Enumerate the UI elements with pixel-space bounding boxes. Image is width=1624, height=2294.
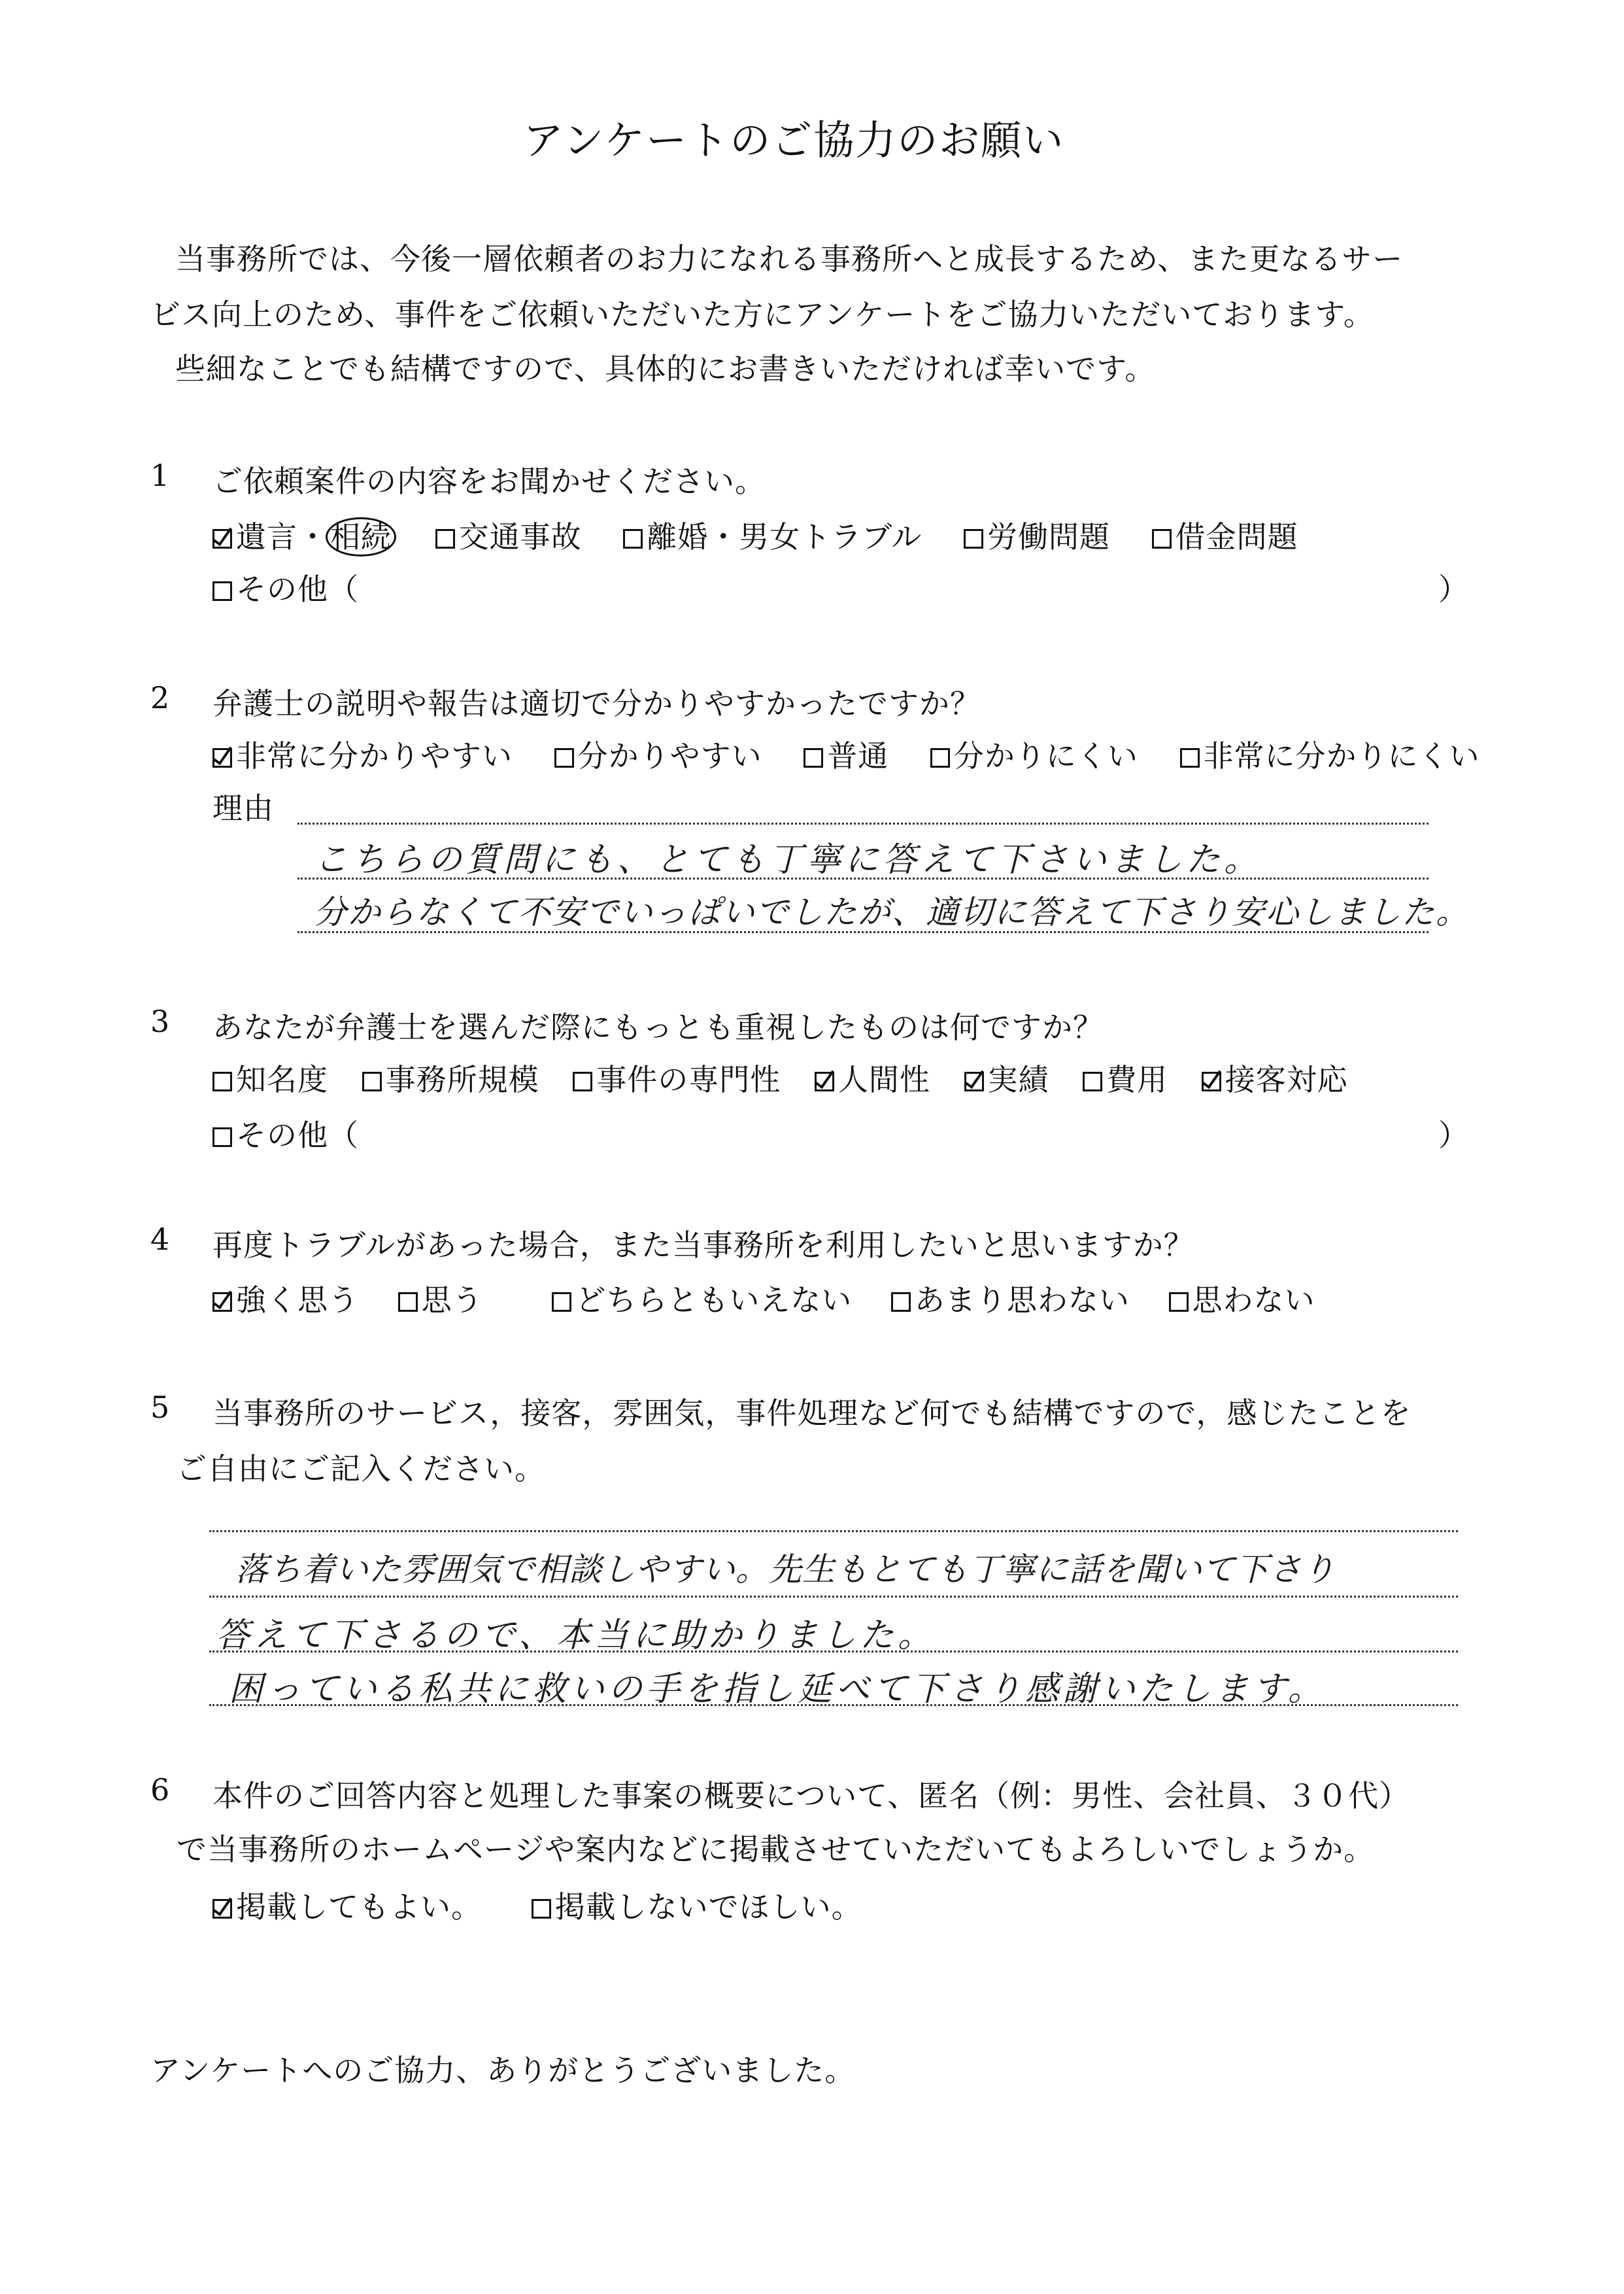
q2-option-label: 非常に分かりやすい xyxy=(236,738,513,774)
q2-answer-line-1: こちらの質問にも、とても丁寧に答えて下さいました。 xyxy=(314,840,1262,880)
q5-answer-text-2: 答えて下さるので、本当に助かりました。 xyxy=(216,1616,936,1655)
q3-option-label: 接客対応 xyxy=(1225,1062,1348,1097)
question-5-text-line-1: 当事務所のサービス，接客，雰囲気，事件処理など何でも結構ですので，感じたことを xyxy=(212,1395,1412,1431)
question-2-options xyxy=(212,732,1512,776)
checkbox-icon[interactable] xyxy=(398,1292,418,1312)
checkbox-icon[interactable] xyxy=(532,1899,551,1919)
q1-other-close-paren: ） xyxy=(1438,572,1469,607)
q3-option-expertise[interactable] xyxy=(573,1056,781,1099)
question-3-options xyxy=(212,1056,1348,1099)
q3-option-record[interactable] xyxy=(964,1056,1049,1099)
checkbox-checked-icon[interactable] xyxy=(212,1292,232,1312)
question-4-number: 4 xyxy=(150,1222,170,1257)
checkbox-icon[interactable] xyxy=(1083,1072,1102,1091)
q1-option-debt[interactable] xyxy=(1152,513,1298,556)
q1-option-label: 借金問題 xyxy=(1175,519,1298,555)
checkbox-icon[interactable] xyxy=(212,1072,232,1091)
q3-option-fame[interactable] xyxy=(212,1056,328,1099)
question-5-number: 5 xyxy=(150,1390,170,1425)
q2-option-label: 分かりにくい xyxy=(953,738,1138,774)
q5-answer-line-4 xyxy=(209,1704,1458,1706)
q4-option-label: どちらともいえない xyxy=(575,1282,853,1318)
q1-option-will-label: 遺言・ xyxy=(236,519,328,555)
question-4-text: 再度トラブルがあった場合，また当事務所を利用したいと思いますか？ xyxy=(212,1227,1194,1263)
checkbox-checked-icon[interactable] xyxy=(212,748,232,768)
q4-option-label: 強く思う xyxy=(236,1282,359,1318)
q1-option-label: 労働問題 xyxy=(987,519,1111,555)
q2-option-unclear[interactable] xyxy=(930,732,1138,776)
q3-option-label: 費用 xyxy=(1106,1062,1168,1097)
q2-option-clear[interactable] xyxy=(554,732,762,776)
question-1-number: 1 xyxy=(150,458,170,493)
q4-option-not-much[interactable] xyxy=(891,1276,1130,1320)
q2-reason-line-1 xyxy=(297,823,1429,825)
checkbox-icon[interactable] xyxy=(930,748,950,768)
checkbox-icon[interactable] xyxy=(554,748,574,768)
q6-option-allow[interactable] xyxy=(212,1883,482,1926)
question-2-text: 弁護士の説明や報告は適切で分かりやすかったですか？ xyxy=(212,686,981,721)
q4-option-label: あまり思わない xyxy=(914,1282,1130,1318)
q3-option-size[interactable] xyxy=(362,1056,539,1099)
closing-text: アンケートへのご協力、ありがとうございました。 xyxy=(150,2053,856,2088)
q2-option-very-unclear[interactable] xyxy=(1180,732,1480,776)
intro-line-3: 些細なことでも結構ですので、具体的にお書きいただければ幸いです。 xyxy=(175,351,1156,386)
question-6-number: 6 xyxy=(150,1772,170,1807)
q2-answer-line-2: 分からなくて不安でいっぱいでしたが、適切に答えて下さり安心しました。 xyxy=(314,893,1470,931)
q4-option-no[interactable] xyxy=(1169,1276,1315,1320)
checkbox-checked-icon[interactable] xyxy=(815,1072,834,1091)
q2-option-label: 普通 xyxy=(827,738,889,774)
question-3-text: あなたが弁護士を選んだ際にもっとも重視したものは何ですか？ xyxy=(212,1010,1104,1045)
question-1-text: ご依頼案件の内容をお聞かせください。 xyxy=(212,464,766,499)
q2-reason-line-2 xyxy=(297,878,1429,880)
q1-option-inheritance-circled: 相続 xyxy=(326,517,396,556)
q3-option-other[interactable] xyxy=(212,1112,359,1155)
q2-option-label: 非常に分かりにくい xyxy=(1203,738,1480,774)
question-3-number: 3 xyxy=(150,1004,170,1039)
q6-option-label: 掲載しないでほしい。 xyxy=(554,1889,862,1925)
q5-answer-text-1: 落ち着いた雰囲気で相談しやすい。先生もとても丁寧に話を聞いて下さり xyxy=(235,1550,1336,1588)
page-title: アンケートのご協力のお願い xyxy=(523,116,1065,164)
question-2-number: 2 xyxy=(150,680,170,715)
checkbox-icon[interactable] xyxy=(1169,1292,1189,1312)
question-6-text-line-2: で当事務所のホームページや案内などに掲載させていただいてもよろしいでしょうか。 xyxy=(177,1832,1375,1867)
q3-option-label: 知名度 xyxy=(236,1062,328,1097)
q2-option-very-clear[interactable] xyxy=(212,732,513,776)
q3-option-cost[interactable] xyxy=(1083,1056,1168,1099)
q5-answer-line-1 xyxy=(209,1530,1458,1532)
q5-answer-line-2 xyxy=(209,1596,1458,1598)
q3-option-service[interactable] xyxy=(1202,1056,1348,1099)
checkbox-icon[interactable] xyxy=(212,581,232,601)
checkbox-checked-icon[interactable] xyxy=(1202,1072,1221,1091)
q2-reason-line-3 xyxy=(297,931,1429,933)
q3-option-label: 実績 xyxy=(987,1062,1049,1097)
q4-option-neutral[interactable] xyxy=(552,1276,852,1320)
intro-line-2: ビス向上のため、事件をご依頼いただいた方にアンケートをご協力いただいております。 xyxy=(150,297,1374,332)
checkbox-icon[interactable] xyxy=(804,748,823,768)
intro-line-1: 当事務所では、今後一層依頼者のお力になれる事務所へと成長するため、また更なるサー xyxy=(175,241,1404,277)
checkbox-icon[interactable] xyxy=(1152,529,1172,549)
question-4-options xyxy=(212,1276,1315,1320)
question-1-options xyxy=(212,513,1330,556)
q5-answer-line-3 xyxy=(209,1651,1458,1652)
question-5-text-line-2: ご自由にご記入ください。 xyxy=(177,1451,545,1486)
q3-option-label: 人間性 xyxy=(837,1062,930,1097)
checkbox-checked-icon[interactable] xyxy=(212,529,232,549)
q2-option-normal[interactable] xyxy=(804,732,888,776)
q3-option-label: 事件の専門性 xyxy=(596,1062,781,1097)
q6-option-label: 掲載してもよい。 xyxy=(236,1889,482,1925)
checkbox-icon[interactable] xyxy=(573,1072,592,1091)
q4-option-yes[interactable] xyxy=(398,1276,483,1320)
q1-option-labor[interactable] xyxy=(964,513,1110,556)
checkbox-checked-icon[interactable] xyxy=(212,1899,232,1919)
checkbox-icon[interactable] xyxy=(1180,748,1200,768)
question-6-options xyxy=(212,1883,862,1926)
q1-option-label: 離婚・男女トラブル xyxy=(647,519,922,555)
q1-option-other[interactable] xyxy=(212,566,359,609)
q3-other-label: その他（ xyxy=(236,1118,359,1153)
q4-option-strongly[interactable] xyxy=(212,1276,359,1320)
q3-other-close-paren: ） xyxy=(1438,1118,1469,1153)
checkbox-icon[interactable] xyxy=(623,529,643,549)
checkbox-icon[interactable] xyxy=(552,1292,571,1312)
q6-option-deny[interactable] xyxy=(532,1883,862,1926)
q1-other-label: その他（ xyxy=(236,572,359,607)
question-6-text-line-1: 本件のご回答内容と処理した事案の概要について、匿名（例：男性、会社員、３０代） xyxy=(212,1778,1410,1813)
q1-option-traffic[interactable] xyxy=(435,513,582,556)
checkbox-icon[interactable] xyxy=(435,529,455,549)
q2-reason-label: 理由 xyxy=(212,791,274,826)
q3-option-label: 事務所規模 xyxy=(385,1062,539,1097)
checkbox-icon[interactable] xyxy=(212,1127,232,1147)
q2-option-label: 分かりやすい xyxy=(577,738,762,774)
q4-option-label: 思う xyxy=(421,1282,483,1318)
q1-option-label: 交通事故 xyxy=(458,519,582,555)
q1-option-will-inheritance[interactable] xyxy=(212,513,394,556)
q4-option-label: 思わない xyxy=(1192,1282,1315,1318)
q1-option-divorce[interactable] xyxy=(623,513,922,556)
checkbox-checked-icon[interactable] xyxy=(964,1072,984,1091)
checkbox-icon[interactable] xyxy=(362,1072,382,1091)
checkbox-icon[interactable] xyxy=(891,1292,911,1312)
q3-option-personality[interactable] xyxy=(815,1056,930,1099)
q5-answer-text-3: 困っている私共に救いの手を指し延べて下さり感謝いたします。 xyxy=(229,1669,1326,1709)
checkbox-icon[interactable] xyxy=(964,529,983,549)
